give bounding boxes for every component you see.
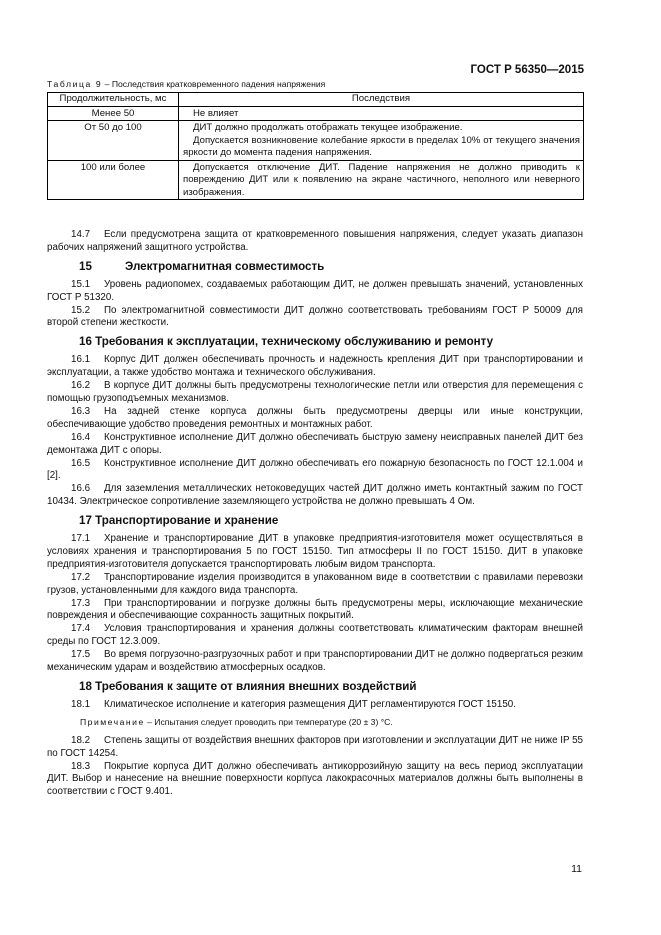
section-title: Транспортирование и хранение — [95, 514, 279, 528]
section-heading-18 — [47, 681, 583, 694]
paragraph-15-2 — [47, 305, 583, 331]
table-caption-text: – Последствия кратковременного падения напряжения — [102, 79, 326, 89]
paragraph-17-3 — [47, 598, 583, 624]
table-caption — [47, 79, 325, 89]
paragraph-16-3 — [47, 406, 583, 432]
paragraph-text: Для заземления металлических нетоковедущих частей ДИТ должно иметь контактный зажим по ГОСТ 10434. Электрическое сопротивление заземляющего устройства не должно превышать 4 Ом. — [47, 483, 583, 508]
paragraph-number: 17.2 — [71, 571, 91, 583]
section-number: 17 — [79, 514, 92, 528]
paragraph-16-2 — [47, 380, 583, 406]
paragraph-text: Во время погрузочно-разгрузочных работ и при транспортировании ДИТ не должно подвергаться резким механическим ударам и воздействию атмосферных осадков. — [47, 649, 583, 674]
paragraph-number: 17.1 — [71, 533, 91, 545]
section-heading-17 — [47, 515, 583, 528]
paragraph-number: 18.2 — [71, 734, 91, 746]
section-heading-15 — [47, 261, 583, 274]
section-title: Требования к эксплуатации, техническому обслуживанию и ремонту — [95, 335, 494, 349]
paragraph-number: 18.1 — [71, 698, 91, 710]
column-header-duration: Продолжительность, мс — [48, 93, 179, 107]
effects-text: Допускается возникновение колебание яркости в пределах 10% от текущего значения яркости до момента падения напряжения. — [183, 134, 580, 158]
paragraph-text: Степень защиты от воздействия внешних факторов при изготовлении и эксплуатации ДИТ не ниже IP 55 по ГОСТ 14254. — [47, 734, 583, 759]
section-number: 15 — [79, 259, 92, 273]
paragraph-17-5 — [47, 649, 583, 675]
section-number: 18 — [79, 680, 92, 693]
paragraph-text: Корпус ДИТ должен обеспечивать прочность и надежность крепления ДИТ при транспортировании и эксплуатации, а также удобство монтажа и технического обслуживания. — [47, 354, 583, 379]
duration-cell: Менее 50 — [48, 106, 179, 121]
paragraph-number: 18.3 — [71, 760, 91, 772]
section-heading-16 — [47, 336, 583, 349]
duration-cell: 100 или более — [48, 160, 179, 200]
paragraph-14-7 — [47, 229, 583, 255]
note-text: – Испытания следует проводить при температуре (20 ± 3) °С. — [144, 716, 393, 727]
table-row — [48, 106, 584, 121]
effects-cell — [179, 160, 584, 200]
section-title: Требования к защите от влияния внешних воздействий — [95, 680, 417, 693]
paragraph-16-5 — [47, 458, 583, 484]
paragraph-16-4 — [47, 432, 583, 458]
paragraph-text: Если предусмотрена защита от кратковременного повышения напряжения, следует указать диапазон рабочих напряжений защитного устройства. — [47, 229, 583, 253]
note-label: Примечание — [80, 716, 145, 727]
paragraph-number: 16.6 — [71, 483, 91, 495]
paragraph-number: 16.4 — [71, 431, 91, 443]
paragraph-text: По электромагнитной совместимости ДИТ должно соответствовать требованиям ГОСТ Р 50009 для второй степени жесткости. — [47, 304, 583, 329]
paragraph-16-1 — [47, 354, 583, 380]
paragraph-17-1 — [47, 533, 583, 572]
voltage-drop-table — [47, 92, 584, 200]
section-number: 16 — [79, 335, 92, 349]
effects-text: ДИТ должно продолжать отображать текущее изображение. — [193, 122, 463, 133]
paragraph-number: 17.4 — [71, 623, 91, 635]
section-title: Электромагнитная совместимость — [125, 259, 325, 273]
paragraph-text: Покрытие корпуса ДИТ должно обеспечивать антикоррозийную защиту на весь период эксплуатации ДИТ. Выбор и нанесение на внешние поверхности корпуса лакокрасочных материалов должны быть выполнены в соответствии с ГОСТ 9.401. — [47, 760, 583, 798]
effects-text: Не влияет — [193, 107, 239, 119]
paragraph-text: Конструктивное исполнение ДИТ должно обеспечивать быструю замену неисправных панелей ДИТ без демонтажа ДИТ с опоры. — [47, 431, 583, 456]
paragraph-text: Условия транспортирования и хранения должны соответствовать климатическим факторам внешней среды по ГОСТ 12.3.009. — [47, 623, 583, 648]
table-row — [48, 160, 584, 200]
paragraph-text: Хранение и транспортирование ДИТ в упаковке предприятия-изготовителя может осуществляться в условиях хранения и транспортирования 5 по ГОСТ 15150. Тип атмосферы II по ГОСТ 15150. ДИТ в упаковке предприятия-изготовителя допускается транспортировать любым видом транспорта. — [47, 533, 583, 570]
paragraph-number: 17.3 — [71, 597, 91, 609]
paragraph-text: При транспортировании и погрузке должны быть предусмотрены меры, исключающие механические повреждения и обеспечивающие сохранность защитных покрытий. — [47, 597, 583, 622]
paragraph-17-2 — [47, 572, 583, 598]
column-header-effects: Последствия — [179, 93, 584, 107]
paragraph-text: В корпусе ДИТ должны быть предусмотрены технологические петли или отверстия для перемещения с помощью грузоподъемных механизмов. — [47, 380, 583, 404]
duration-cell: От 50 до 100 — [48, 121, 179, 161]
paragraph-number: 15.2 — [71, 304, 91, 316]
paragraph-18-3 — [47, 761, 583, 800]
table-header-row — [48, 93, 584, 107]
effects-text: Допускается отключение ДИТ. Падение напряжения не должно приводить к повреждению ДИТ или к появлению на экране частичного, неполного или неверного изображения. — [183, 161, 580, 198]
table-caption-label: Таблица 9 — [47, 79, 103, 89]
document-body — [47, 229, 583, 799]
paragraph-number: 16.1 — [71, 354, 91, 366]
paragraph-16-6 — [47, 483, 583, 509]
paragraph-text: Климатическое исполнение и категория размещения ДИТ регламентируются ГОСТ 15150. — [104, 698, 516, 710]
effects-cell — [179, 106, 584, 121]
table-row — [48, 121, 584, 161]
paragraph-number: 16.2 — [71, 380, 91, 392]
paragraph-text: На задней стенке корпуса должны быть предусмотрены дверцы или иные конструкции, обеспечивающие удобство проведения ремонтных и монтажных работ. — [47, 405, 583, 430]
paragraph-number: 16.5 — [71, 457, 91, 469]
paragraph-15-1 — [47, 279, 583, 305]
paragraph-text: Конструктивное исполнение ДИТ должно обеспечивать его пожарную безопасность по ГОСТ 12.1.004 и [2]. — [47, 457, 583, 482]
effects-cell — [179, 121, 584, 161]
paragraph-18-1 — [47, 699, 583, 712]
document-code: ГОСТ Р 56350—2015 — [470, 64, 584, 76]
paragraph-18-2 — [47, 735, 583, 761]
paragraph-number: 14.7 — [71, 229, 91, 240]
page-number: 11 — [571, 863, 582, 875]
paragraph-text: Транспортирование изделия производится в упакованном виде в соответствии с правилами перевозки грузов, установленными для каждого вида транспорта. — [47, 571, 583, 596]
paragraph-number: 17.5 — [71, 649, 91, 661]
paragraph-17-4 — [47, 623, 583, 649]
paragraph-number: 15.1 — [71, 278, 91, 290]
note — [47, 716, 583, 729]
paragraph-number: 16.3 — [71, 405, 91, 417]
paragraph-text: Уровень радиопомех, создаваемых работающим ДИТ, не должен превышать значений, установленных ГОСТ Р 51320. — [47, 278, 583, 303]
